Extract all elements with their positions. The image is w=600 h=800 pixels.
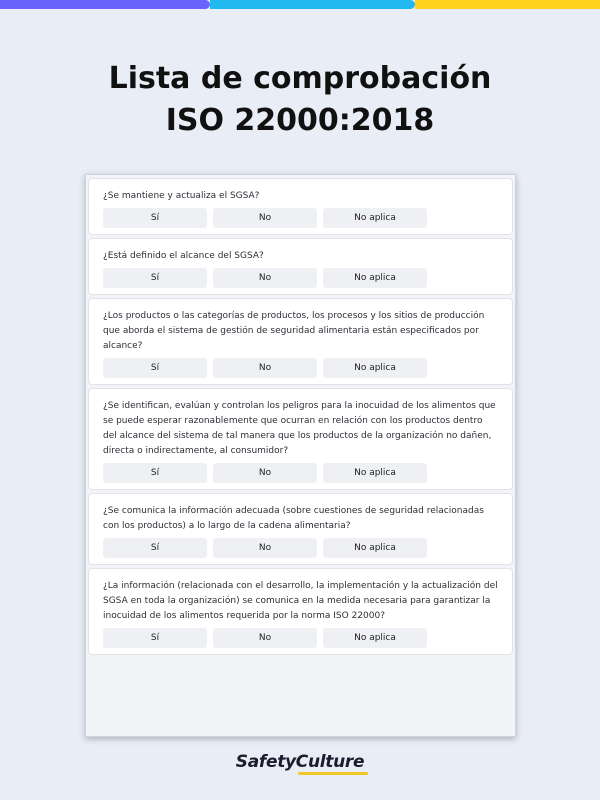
question-text: ¿Los productos o las categorías de productos, los procesos y los sitios de producción que aborda el sistema de gestión de seguridad alimentaria están especificados por alcance? xyxy=(103,311,485,351)
top-bar-segment-blue xyxy=(210,0,415,9)
answer-no-button[interactable]: No xyxy=(213,628,317,648)
answer-options xyxy=(103,208,498,228)
answer-options xyxy=(103,628,498,648)
answer-yes-button[interactable]: Sí xyxy=(103,358,207,378)
answer-no-button[interactable]: No xyxy=(213,538,317,558)
safetyculture-logo: SafetyCulture xyxy=(235,752,365,772)
answer-options xyxy=(103,463,498,483)
answer-na-button[interactable]: No aplica xyxy=(323,538,427,558)
answer-yes-button[interactable]: Sí xyxy=(103,268,207,288)
question-text: ¿Se identifican, evalúan y controlan los peligros para la inocuidad de los alimentos que se puede esperar razonablemente que ocurran en relación con los productos dentro del alcance del sistema de tal manera que los productos de la organización no dañen, directa o indirectamente, al consumidor? xyxy=(103,401,496,456)
page-title xyxy=(0,58,600,142)
answer-na-button[interactable]: No aplica xyxy=(323,268,427,288)
answer-yes-button[interactable]: Sí xyxy=(103,463,207,483)
answer-no-button[interactable]: No xyxy=(213,268,317,288)
answer-yes-button[interactable]: Sí xyxy=(103,538,207,558)
question-card-4 xyxy=(88,388,513,490)
page-title-line-1: Lista de comprobación xyxy=(108,61,492,96)
answer-na-button[interactable]: No aplica xyxy=(323,628,427,648)
question-card-6 xyxy=(88,568,513,655)
question-text: ¿Está definido el alcance del SGSA? xyxy=(103,251,264,261)
answer-na-button[interactable]: No aplica xyxy=(323,358,427,378)
answer-no-button[interactable]: No xyxy=(213,358,317,378)
answer-options xyxy=(103,538,498,558)
answer-no-button[interactable]: No xyxy=(213,208,317,228)
answer-options xyxy=(103,268,498,288)
answer-yes-button[interactable]: Sí xyxy=(103,628,207,648)
question-card-1 xyxy=(88,178,513,235)
question-card-5 xyxy=(88,493,513,565)
answer-na-button[interactable]: No aplica xyxy=(323,463,427,483)
top-bar-segment-purple xyxy=(0,0,210,9)
question-card-3 xyxy=(88,298,513,385)
top-bar-segment-yellow xyxy=(415,0,600,9)
question-text: ¿Se mantiene y actualiza el SGSA? xyxy=(103,191,260,201)
logo-accent-underline xyxy=(298,772,368,775)
answer-na-button[interactable]: No aplica xyxy=(323,208,427,228)
question-text: ¿Se comunica la información adecuada (sobre cuestiones de seguridad relacionadas con los productos) a lo largo de la cadena alimentaria? xyxy=(103,506,484,531)
answer-yes-button[interactable]: Sí xyxy=(103,208,207,228)
checklist-panel xyxy=(85,174,516,737)
answer-options xyxy=(103,358,498,378)
page-title-line-2: ISO 22000:2018 xyxy=(165,103,435,138)
top-color-bar xyxy=(0,0,600,9)
question-card-2 xyxy=(88,238,513,295)
question-text: ¿La información (relacionada con el desarrollo, la implementación y la actualización del SGSA en toda la organización) se comunica en la medida necesaria para garantizar la inocuidad de los alimentos requerida por la norma ISO 22000? xyxy=(103,581,498,621)
answer-no-button[interactable]: No xyxy=(213,463,317,483)
